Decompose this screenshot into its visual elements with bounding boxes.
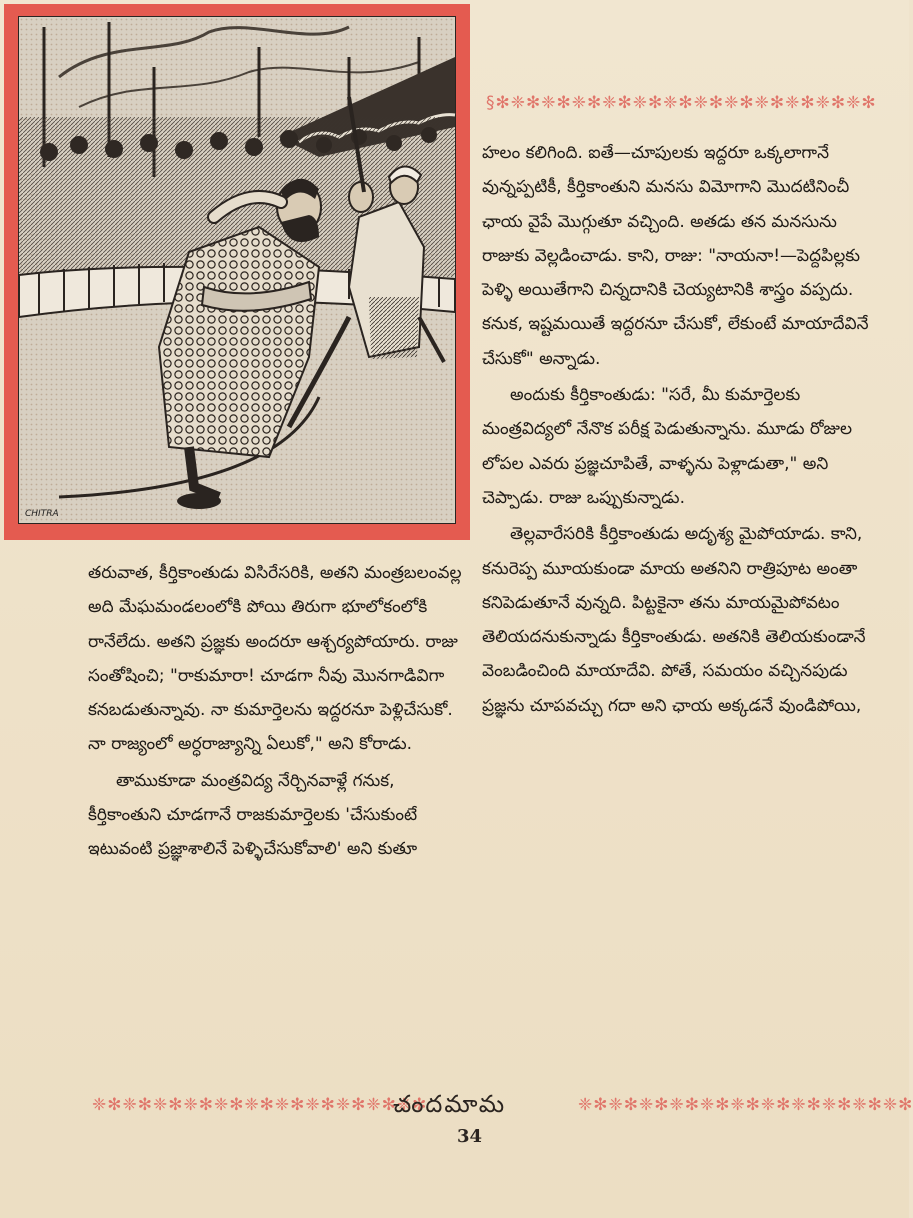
page-number: 34 xyxy=(457,1126,483,1147)
paragraph: తాముకూడా మంత్రవిద్య నేర్చినవాళ్లే గనుక, కీర్తికాంతుని చూడగానే రాజకుమార్తెలకు 'చేసుకుంటే ఇటువంటి ప్రజ్ఞాశాలినే పెళ్ళిచేసుకోవాలి' అని కుతూ xyxy=(88,770,418,860)
left-column-text xyxy=(88,556,468,867)
paragraph: అందుకు కీర్తికాంతుడు: "సరే, మీ కుమార్తెలకు మంత్రవిద్యలో నేనొక పరీక్ష పెడుతున్నాను. మూడు రోజుల లోపల ఎవరు ప్రజ్ఞచూపితే, వాళ్ళను పెళ్లాడుతా," అని చెప్పాడు. రాజు ఒప్పుకున్నాడు. xyxy=(482,385,853,508)
ornament-pattern: §✻❈✻❈✻❈✻❈✻❈✻❈✻❈✻❈✻❈✻❈✻❈✻❈✻ xyxy=(486,93,877,113)
footer-ornament-left xyxy=(92,1094,428,1116)
paragraph: హలం కలిగింది. ఐతే—చూపులకు ఇద్దరూ ఒక్కలాగానే వున్నప్పటికీ, కీర్తికాంతుని మనసు విమోగాని మొదటినించీ ఛాయ వైపే మొగ్గుతూ వచ్చింది. అతడు తన మనసును రాజుకు వెల్లడించాడు. కాని, రాజు: "నాయనా!—పెద్దపిల్లకు పెళ్ళి అయితేగాని చిన్నదానికి చెయ్యటానికి శాస్త్రం వప్పదు. కనుక, ఇష్టమయితే ఇద్దరనూ చేసుకో, లేకుంటే మాయాదేవినే చేసుకో" అన్నాడు. xyxy=(482,143,869,369)
ornament-pattern: ❈✻❈✻❈✻❈✻❈✻❈✻❈✻❈✻❈✻❈✻❈✻ xyxy=(578,1095,913,1115)
top-ornament-border xyxy=(486,92,877,114)
paragraph: తరువాత, కీర్తికాంతుడు విసిరేసరికి, అతని మంత్రబలంవల్ల అది మేఘమండలంలోకి పోయి తిరుగా భూలోకంలోకి రానేలేదు. అతని ప్రజ్ఞకు అందరూ ఆశ్చర్యపోయారు. రాజు సంతోషించి; "రాకుమారా! చూడగా నీవు మొనగాడివిగా కనబడుతున్నావు. నా కుమార్తెలను ఇద్దరనూ పెళ్లిచేసుకో. నా రాజ్యంలో అర్ధరాజ్యాన్ని ఏలుకో," అని కోరాడు. xyxy=(88,563,462,755)
paragraph: తెల్లవారేసరికి కీర్తికాంతుడు అదృశ్య మైపోయాడు. కాని, కనురెప్ప మూయకుండా మాయ అతనిని రాత్రిపూట అంతా కనిపెడుతూనే వున్నది. పిట్టకైనా తను మాయమైపోవటం తెలియదనుకున్నాడు కీర్తికాంతుడు. అతనికి తెలియకుండానే వెంబడించింది మాయాదేవి. పోతే, సమయం వచ్చినపుడు ప్రజ్ఞను చూపవచ్చు గదా అని ఛాయ అక్కడనే వుండిపోయి, xyxy=(482,524,866,716)
magazine-title: చందమామ xyxy=(393,1090,507,1118)
ornament-pattern: ❈✻❈✻❈✻❈✻❈✻❈✻❈✻❈✻❈✻❈✻❈✻ xyxy=(92,1095,428,1115)
footer-ornament-right xyxy=(578,1094,913,1116)
artist-signature: CHITRA xyxy=(25,509,59,519)
illustration xyxy=(18,16,456,524)
right-column-text xyxy=(482,136,876,723)
illustration-frame xyxy=(4,4,470,540)
illustration-drawing xyxy=(19,17,455,523)
